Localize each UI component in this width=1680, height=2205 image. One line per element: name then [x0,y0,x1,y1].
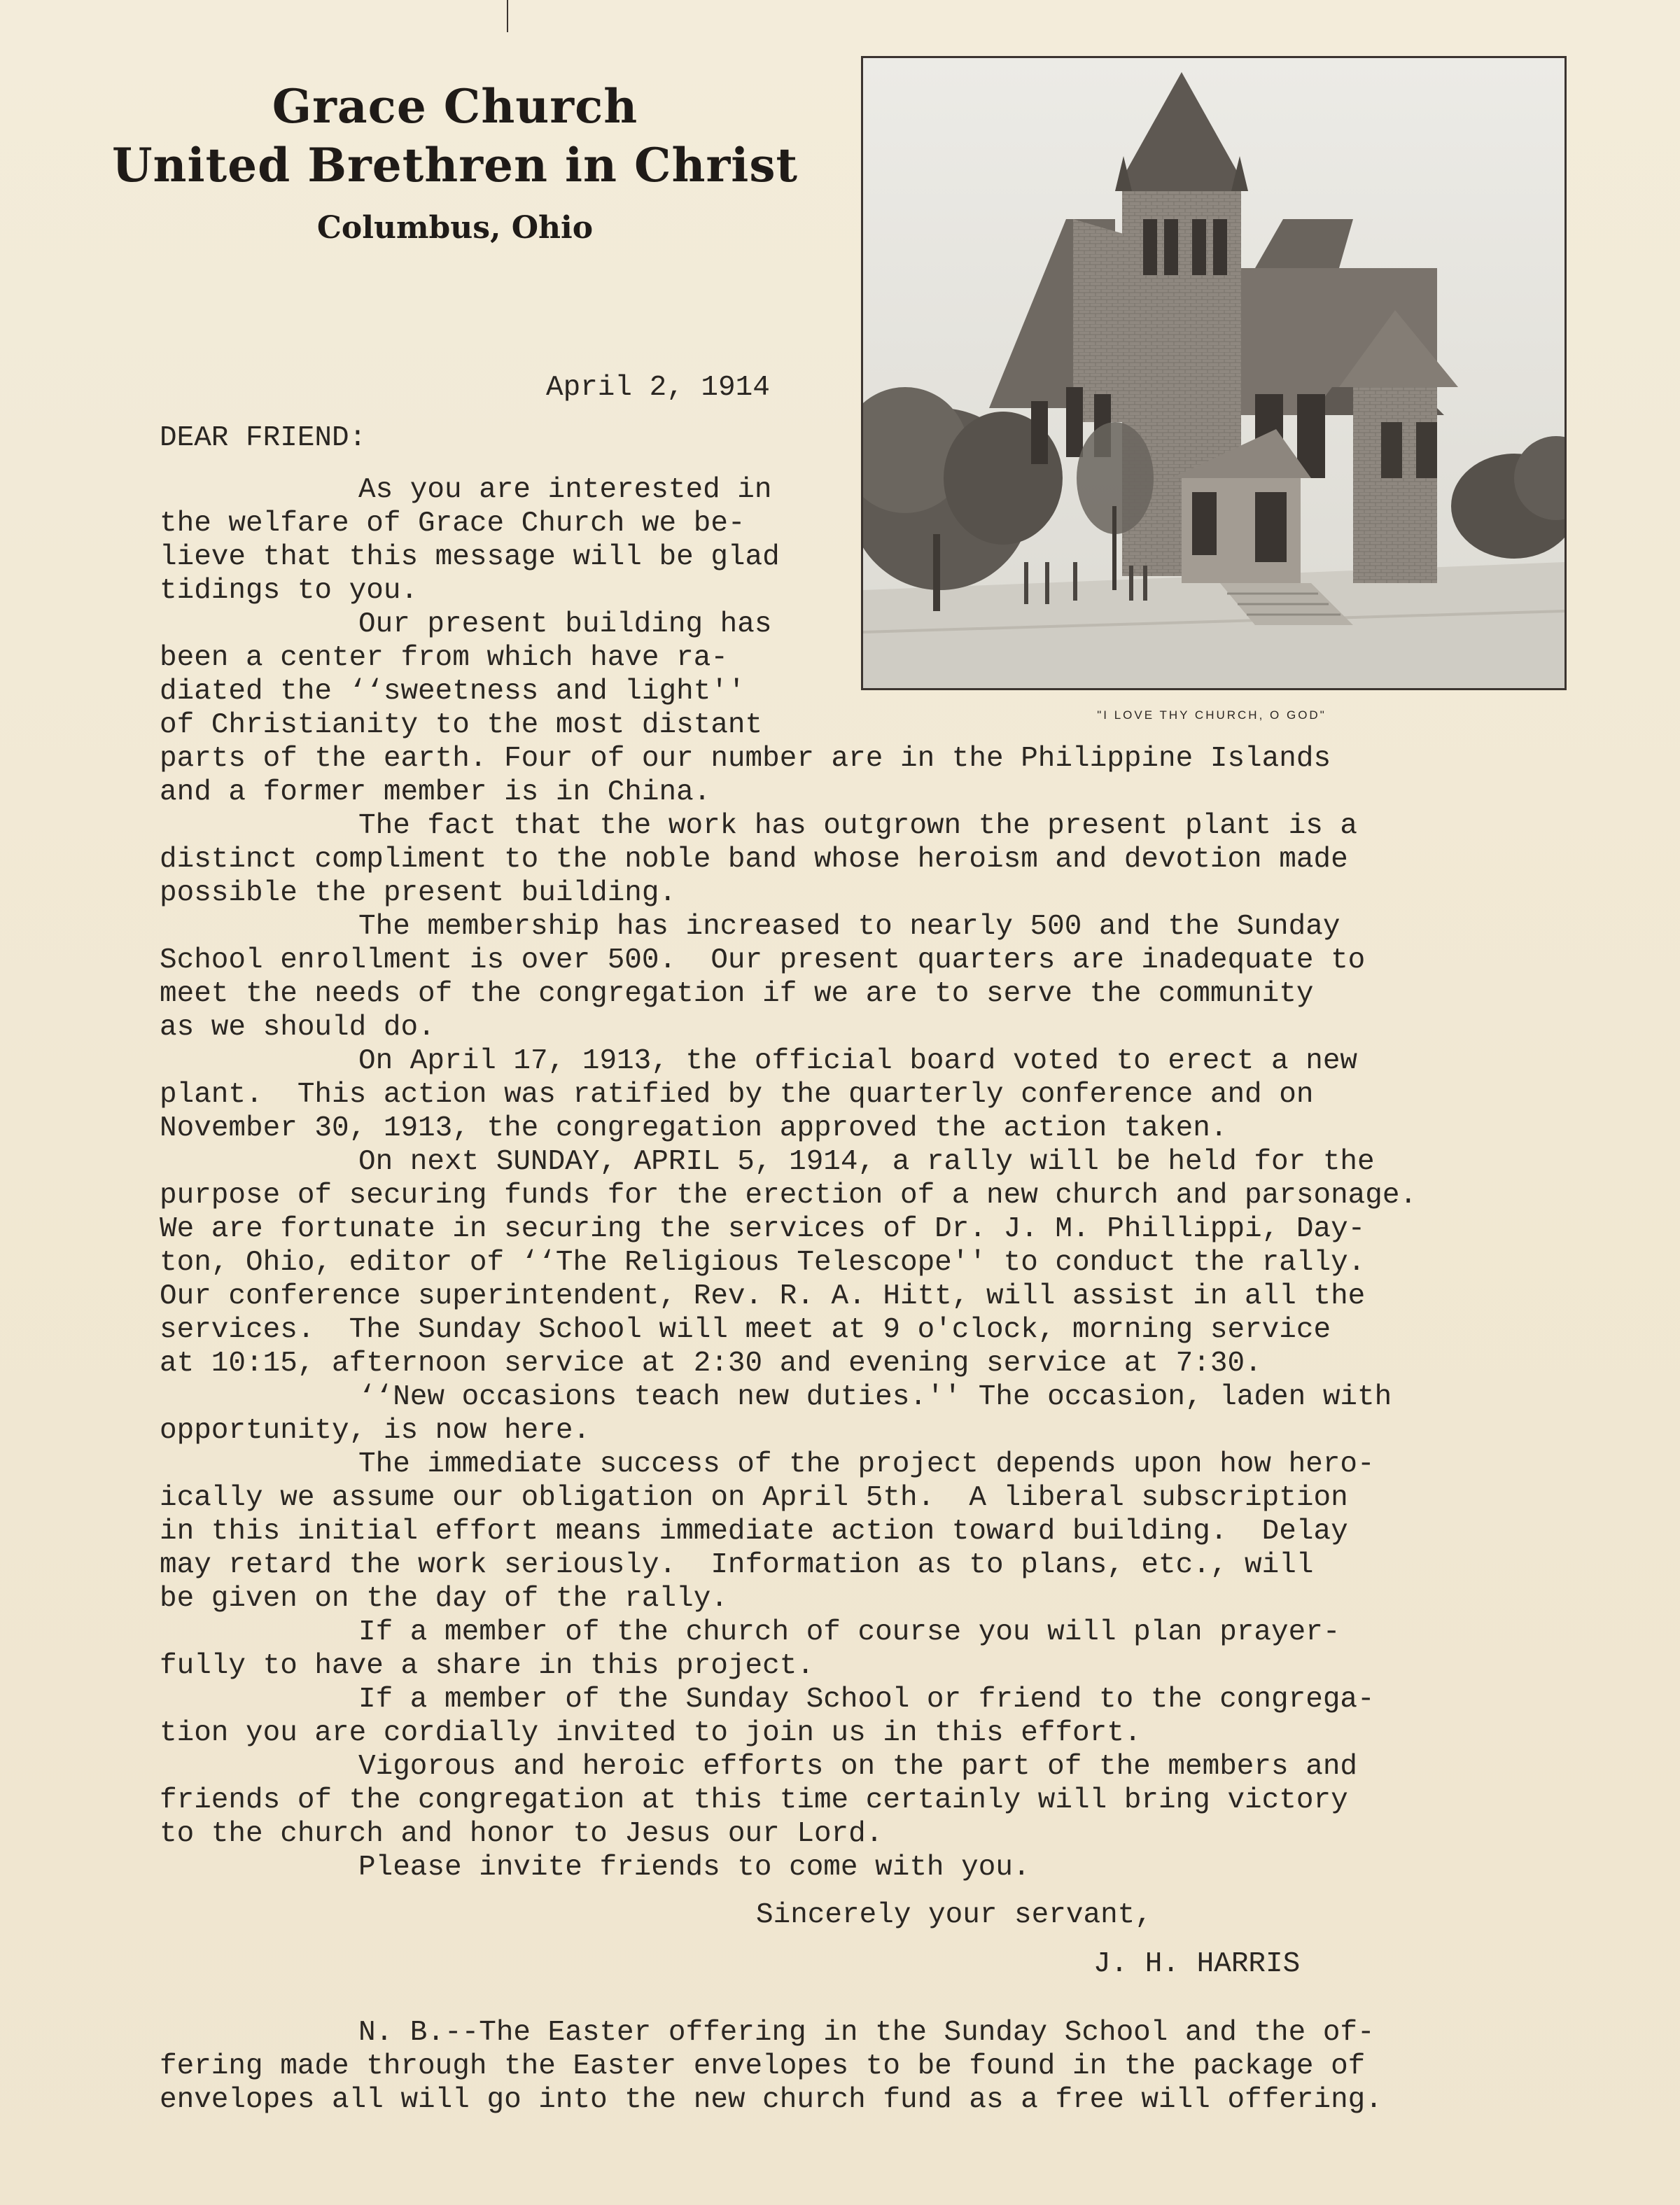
photo-caption: "I LOVE THY CHURCH, O GOD" [1097,708,1326,722]
body-line: meet the needs of the congregation if we are to serve the community [160,978,1314,1010]
letterhead-church-name: Grace Church [272,79,638,134]
body-line: of Christianity to the most distant [160,709,763,741]
nb-line: fering made through the Easter envelopes to be found in the package of [160,2050,1366,2082]
body-line: and a former member is in China. [160,776,711,808]
body-line: On next SUNDAY, APRIL 5, 1914, a rally will be held for the [358,1146,1375,1178]
body-line: diated the ‘‘sweetness and light'' [160,676,746,708]
body-line: lieve that this message will be glad [160,541,780,573]
body-line: Vigorous and heroic efforts on the part of the members and [358,1751,1358,1783]
body-line: The immediate success of the project depends upon how hero- [358,1448,1375,1480]
body-line: friends of the congregation at this time certainly will bring victory [160,1784,1348,1816]
body-line: On April 17, 1913, the official board voted to erect a new [358,1045,1358,1077]
body-line: If a member of the church of course you will plan prayer- [358,1616,1340,1648]
body-line: If a member of the Sunday School or friend to the congrega- [358,1684,1375,1716]
body-line: opportunity, is now here. [160,1415,591,1447]
body-line: tion you are cordially invited to join us in this effort. [160,1717,1142,1749]
body-line: at 10:15, afternoon service at 2:30 and evening service at 7:30. [160,1348,1262,1380]
body-line: ton, Ohio, editor of ‘‘The Religious Telescope'' to conduct the rally. [160,1247,1366,1279]
body-line: distinct compliment to the noble band whose heroism and devotion made [160,844,1348,876]
body-line: to the church and honor to Jesus our Lord. [160,1818,883,1850]
nb-line: N. B.--The Easter offering in the Sunday School and the of- [358,2017,1375,2049]
letter-signature: J. H. HARRIS [1093,1948,1301,1980]
body-line: tidings to you. [160,575,419,607]
body-line: parts of the earth. Four of our number are in the Philippine Islands [160,743,1331,775]
letter-closing: Sincerely your servant, [756,1899,1152,1931]
nb-line: envelopes all will go into the new church fund as a free will offering. [160,2084,1382,2116]
letterhead-city: Columbus, Ohio [316,210,594,246]
body-line: in this initial effort means immediate action toward building. Delay [160,1516,1348,1548]
body-line: ‘‘New occasions teach new duties.'' The occasion, laden with [358,1381,1392,1413]
letterhead [105,77,805,256]
body-line: purpose of securing funds for the erection of a new church and parsonage. [160,1180,1418,1212]
body-line: As you are interested in [358,474,772,506]
church-illustration [863,58,1564,688]
letter-salutation: DEAR FRIEND: [160,422,367,454]
body-line: possible the present building. [160,877,677,909]
body-line: the welfare of Grace Church we be- [160,507,746,540]
body-line: The fact that the work has outgrown the present plant is a [358,810,1358,842]
body-line: The membership has increased to nearly 500 and the Sunday [358,911,1340,943]
body-line: November 30, 1913, the congregation approved the action taken. [160,1112,1228,1144]
body-line: plant. This action was ratified by the quarterly conference and on [160,1079,1314,1111]
body-line: may retard the work seriously. Information as to plans, etc., will [160,1549,1314,1581]
body-line: Our present building has [358,608,772,640]
body-line: We are fortunate in securing the services of Dr. J. M. Phillippi, Day- [160,1213,1366,1245]
church-photo [861,56,1567,690]
body-line: as we should do. [160,1011,435,1044]
letter-date: April 2, 1914 [546,372,770,404]
body-line: been a center from which have ra- [160,642,728,674]
body-line: be given on the day of the rally. [160,1583,728,1615]
letterhead-denomination: United Brethren in Christ [111,138,798,192]
fold-mark [507,0,508,32]
body-line: School enrollment is over 500. Our present quarters are inadequate to [160,944,1366,976]
body-line: ically we assume our obligation on April 5th. A liberal subscription [160,1482,1348,1514]
body-line: Please invite friends to come with you. [358,1851,1030,1884]
body-line: services. The Sunday School will meet at 9 o'clock, morning service [160,1314,1331,1346]
body-line: Our conference superintendent, Rev. R. A. Hitt, will assist in all the [160,1280,1366,1312]
body-line: fully to have a share in this project. [160,1650,814,1682]
